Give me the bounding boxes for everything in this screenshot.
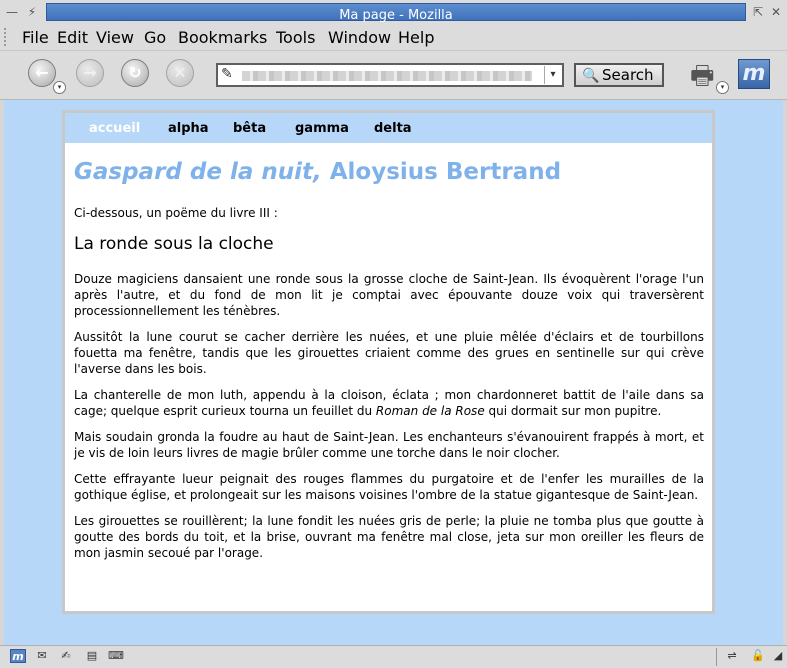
- search-icon: 🔍: [582, 68, 600, 84]
- content-viewport: [4, 100, 783, 645]
- menu-window[interactable]: Window: [328, 28, 392, 47]
- close-icon[interactable]: ✕: [770, 5, 782, 19]
- resize-grip-icon[interactable]: ◢: [773, 649, 783, 662]
- site-nav: [65, 113, 712, 143]
- mozilla-m-logo-icon[interactable]: m: [738, 59, 770, 89]
- url-text-redacted: [242, 71, 532, 81]
- search-button-label: Search: [602, 66, 654, 84]
- tab-accueil[interactable]: accueil: [89, 121, 141, 136]
- book-title-italic: Roman de la Rose: [375, 404, 485, 418]
- tab-delta[interactable]: delta: [374, 121, 412, 136]
- status-divider: [716, 648, 717, 666]
- status-bar: [0, 645, 787, 668]
- article: [74, 159, 704, 571]
- menu-tools[interactable]: Tools: [276, 28, 316, 47]
- navigation-toolbar: [0, 51, 787, 100]
- address-book-icon[interactable]: ▤: [86, 649, 98, 662]
- maximize-icon[interactable]: ⇱: [752, 5, 764, 19]
- online-status-icon[interactable]: ⇌: [727, 649, 737, 662]
- menu-file[interactable]: File: [22, 28, 49, 47]
- url-bar[interactable]: [216, 63, 564, 87]
- menu-bar: [0, 24, 787, 51]
- author-name: Aloysius Bertrand: [329, 159, 562, 185]
- page-container: [62, 110, 715, 614]
- menu-edit[interactable]: Edit: [57, 28, 88, 47]
- printer-icon[interactable]: 🖶: [690, 61, 715, 91]
- window-title: Ma page - Mozilla: [339, 8, 453, 23]
- titlebar-background: [46, 3, 746, 21]
- menu-go[interactable]: Go: [144, 28, 167, 47]
- shade-icon[interactable]: ⚡: [27, 5, 37, 19]
- search-button[interactable]: [574, 63, 664, 87]
- forward-arrow-icon[interactable]: →: [76, 59, 104, 87]
- poem-paragraph-5: Cette effrayante lueur peignait des rouges flammes du purgatoire et de l'enfer les murailles de la gothique église, et prolongeait sur les maisons voisines l'ombre de la statue gigantesque de Saint-Jean.: [74, 472, 704, 502]
- poem-paragraph-3-start: La chanterelle de mon luth, appendu à la cloison, éclata ; mon chardonneret battit de l'aile dans sa cage; quelque esprit curieux tourna un feuillet du: [74, 388, 704, 418]
- poem-paragraph-4: Mais soudain gronda la foudre au haut de Saint-Jean. Les enchanteurs s'évanouirent frappés à mort, et je vis de loin leurs livres de magie brûler comme une torche dans le noir clocher.: [74, 430, 704, 460]
- poem-paragraph-3: [74, 387, 704, 419]
- menubar-grip-icon[interactable]: [4, 28, 12, 46]
- back-arrow-icon[interactable]: ←: [28, 59, 56, 87]
- print-dropdown-icon[interactable]: ▾: [716, 81, 729, 94]
- back-history-dropdown-icon[interactable]: ▾: [53, 81, 66, 94]
- tab-gamma[interactable]: gamma: [295, 121, 349, 136]
- window-menu-icon[interactable]: —: [6, 5, 18, 19]
- composer-icon[interactable]: ✍: [61, 649, 71, 662]
- menu-help[interactable]: Help: [398, 28, 435, 47]
- menu-view[interactable]: View: [96, 28, 134, 47]
- navigator-icon[interactable]: m: [10, 649, 26, 663]
- menu-bookmarks[interactable]: Bookmarks: [178, 28, 268, 47]
- work-title: Gaspard de la nuit,: [74, 159, 322, 185]
- tab-alpha[interactable]: alpha: [168, 121, 209, 136]
- intro-text: Ci-dessous, un poëme du livre III :: [74, 206, 278, 220]
- page-title: [74, 159, 704, 185]
- poem-paragraph-2: Aussitôt la lune courut se cacher derrière les nuées, et une pluie mêlée d'éclairs et de tourbillons fouetta ma fenêtre, tandis que les girouettes criaient comme des grues en sentinelle sur qui crève l'averse dans les bois.: [74, 330, 704, 376]
- tab-beta[interactable]: bêta: [233, 121, 267, 136]
- window-titlebar: [0, 0, 787, 24]
- poem-title: La ronde sous la cloche: [74, 234, 274, 254]
- page-proxy-icon[interactable]: ✎: [221, 66, 233, 82]
- url-history-dropdown-icon[interactable]: ▾: [544, 66, 561, 84]
- stop-icon[interactable]: ✕: [166, 59, 194, 87]
- security-lock-icon[interactable]: 🔓: [751, 649, 765, 662]
- irc-chat-icon[interactable]: ⌨: [108, 649, 124, 662]
- reload-icon[interactable]: ↻: [121, 59, 149, 87]
- poem-paragraph-1: Douze magiciens dansaient une ronde sous la grosse cloche de Saint-Jean. Ils évoquèrent l'orage l'un après l'autre, et du fond de mon lit je comptai avec épouvante douze voix qui traversèrent processionnellement les ténèbres.: [74, 272, 704, 318]
- poem-paragraph-3-end: qui dormait sur mon pupitre.: [484, 404, 662, 418]
- poem-paragraph-6: Les girouettes se rouillèrent; la lune fondit les nuées gris de perle; la pluie ne tomba plus que goutte à goutte des bords du toit, et la brise, ouvrant ma fenêtre mal close, jeta sur mon oreiller les fleurs de mon jasmin secoué par l'orage.: [74, 514, 704, 560]
- mail-icon[interactable]: ✉: [37, 649, 47, 662]
